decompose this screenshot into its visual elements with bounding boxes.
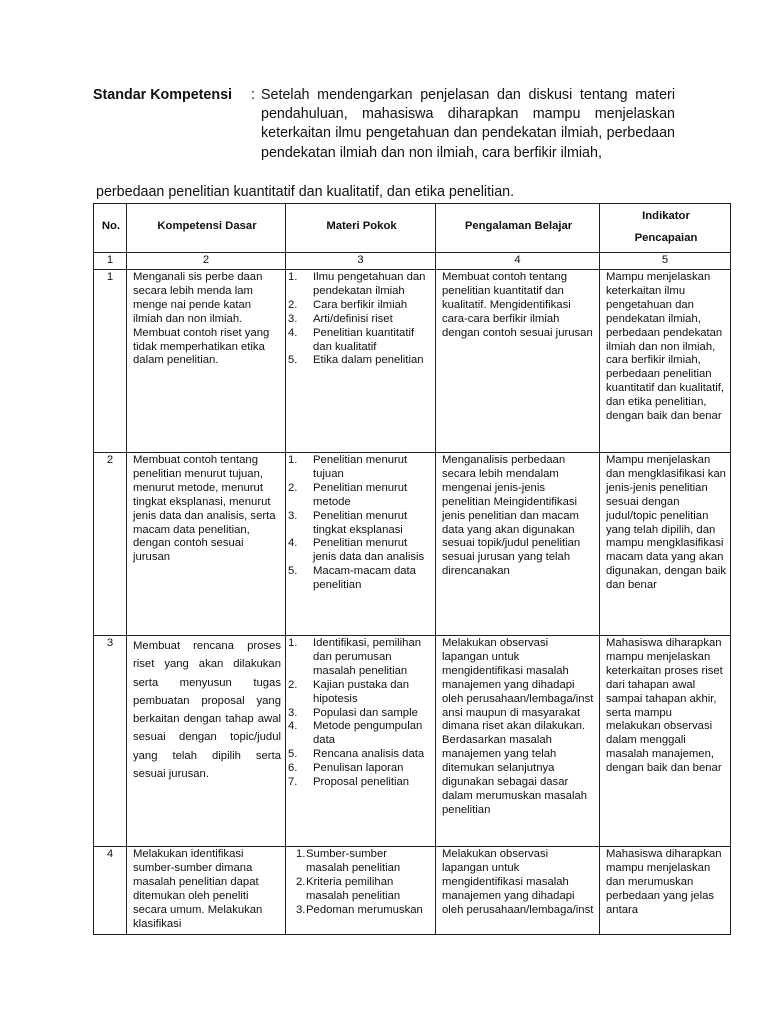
pengalaman-belajar-cell: Menganalisis perbedaan secara lebih mendalam mengenai jenis-jenis penelitian Meingidentifikasi jenis penelitian dan macam data yang akan digunakan sesuai topik/judul penelitian sesuai jurusan yang telah direncanakan [436, 453, 600, 636]
table-header-row [94, 204, 731, 253]
header-pengalaman-belajar: Pengalaman Belajar [436, 204, 600, 253]
table-row [94, 636, 731, 847]
table-row [94, 270, 731, 453]
list-item: 6. Penulisan laporan [288, 762, 404, 775]
table-row [94, 847, 731, 935]
row-number: 4 [94, 847, 127, 935]
indikator-pencapaian-cell: Mampu menjelaskan keterkaitan ilmu pengetahuan dan pendekatan ilmiah, perbedaan pendekatan ilmiah dan non ilmiah, cara berfikir ilmiah, perbedaan penelitian kuantitatif dan kualitatif, dan etika penelitian, dengan baik dan benar [600, 270, 731, 453]
list-item: 1. Ilmu pengetahuan dan pendekatan ilmiah [288, 271, 426, 297]
materi-pokok-list [288, 454, 431, 593]
list-item: 1. Penelitian menurut tujuan [288, 454, 408, 480]
materi-pokok-list [288, 271, 431, 368]
kompetensi-dasar-cell: Melakukan identifikasi sumber-sumber dimana masalah penelitian dapat ditemukan oleh peneliti secara umum. Melakukan klasifikasi [127, 847, 286, 935]
standar-kompetensi-colon: : [251, 87, 255, 103]
list-item: 1. Identifikasi, pemilihan dan perumusan masalah penelitian [288, 637, 422, 677]
standar-kompetensi-text: Setelah mendengarkan penjelasan dan diskusi tentang materi pendahuluan, mahasiswa diharapkan mampu menjelaskan keterkaitan ilmu pengetahuan dan pendekatan ilmiah, perbedaan pendekatan ilmiah dan non ilmiah, cara berfikir ilmiah, [261, 87, 675, 161]
list-item: 2. Kriteria pemilihan masalah penelitian [296, 875, 401, 902]
list-item: 4. Penelitian kuantitatif dan kualitatif [288, 326, 415, 353]
standar-kompetensi [93, 86, 675, 163]
column-number: 5 [600, 253, 731, 270]
pengalaman-belajar-cell: Membuat contoh tentang penelitian kuantitatif dan kualitatif. Mengidentifikasi cara-cara berfikir ilmiah dengan contoh sesuai jurusan [436, 270, 600, 453]
indikator-pencapaian-cell: Mahasiswa diharapkan mampu menjelaskan dan merumuskan perbedaan yang jelas antara [600, 847, 731, 935]
header-materi-pokok: Materi Pokok [286, 204, 436, 253]
header-kompetensi-dasar: Kompetensi Dasar [127, 204, 286, 253]
pengalaman-belajar-cell: Melakukan observasi lapangan untuk mengidentifikasi masalah manajemen yang dihadapi oleh perusahaan/lembaga/inst ansi maupun di masyarakat dimana riset akan dilakukan. Berdasarkan masalah manajemen yang telah ditemukan selanjutnya digunakan sebagai dasar dalam merumuskan masalah penelitian [436, 636, 600, 847]
kompetensi-dasar-cell: Membuat contoh tentang penelitian menurut tujuan, menurut metode, menurut tingkat eksplanasi, menurut jenis data dan analisis, serta macam data penelitian, dengan contoh sesuai jurusan [127, 453, 286, 636]
header-no: No. [94, 204, 127, 253]
materi-pokok-cell [286, 453, 436, 636]
row-number: 3 [94, 636, 127, 847]
list-item: 3. Penelitian menurut tingkat eksplanasi [288, 509, 408, 536]
column-number: 1 [94, 253, 127, 270]
materi-pokok-cell [286, 270, 436, 453]
column-number: 4 [436, 253, 600, 270]
materi-pokok-list [288, 637, 431, 790]
list-item: 5. Rencana analisis data [288, 748, 425, 761]
standar-kompetensi-label: Standar Kompetensi [93, 87, 233, 103]
column-number: 3 [286, 253, 436, 270]
kompetensi-dasar-cell: Menganali sis perbe daan secara lebih menda lam menge nai pende katan ilmiah dan non ilmiah. Membuat contoh riset yang tidak memperhatikan etika dalam penelitian. [127, 270, 286, 453]
header-pencapaian: Pencapaian [634, 232, 698, 244]
column-number-row [94, 253, 731, 270]
list-item: 5. Macam-macam data penelitian [288, 565, 416, 592]
standar-kompetensi-continuation: perbedaan penelitian kuantitatif dan kualitatif, dan etika penelitian. [96, 184, 515, 200]
list-item: 3. Pedoman merumuskan [296, 903, 423, 916]
list-item: 2. Cara berfikir ilmiah [288, 298, 408, 311]
list-item: 2. Kajian pustaka dan hipotesis [288, 678, 410, 705]
materi-pokok-cell [286, 847, 436, 935]
list-item: 3. Arti/definisi riset [288, 312, 393, 325]
list-item: 4. Metode pengumpulan data [288, 720, 423, 747]
table-row [94, 453, 731, 636]
list-item: 3. Populasi dan sample [288, 706, 418, 719]
list-item: 5. Etika dalam penelitian [288, 354, 424, 367]
materi-pokok-cell [286, 636, 436, 847]
indikator-pencapaian-cell: Mahasiswa diharapkan mampu menjelaskan keterkaitan proses riset dari tahapan awal sampai tahapan akhir, serta mampu melakukan observasi dalam menggali masalah manajemen, dengan baik dan benar [600, 636, 731, 847]
list-item: 4. Penelitian menurut jenis data dan analisis [288, 537, 425, 564]
header-indikator-pencapaian [600, 204, 731, 253]
materi-pokok-list [292, 848, 431, 918]
list-item: 7. Proposal penelitian [288, 776, 410, 789]
indikator-pencapaian-cell: Mampu menjelaskan dan mengklasifikasi kan jenis-jenis penelitian sesuai dengan judul/topic penelitian yang telah dipilih, dan mampu mengklasifikasi macam data yang akan digunakan, dengan baik dan benar [600, 453, 731, 636]
kompetensi-dasar-cell: Membuat rencana proses riset yang akan dilakukan serta menyusun tugas pembuatan proposal yang berkaitan dengan tahap awal sesuai dengan topic/judul yang telah dipilih serta sesuai jurusan. [127, 636, 286, 847]
kompetensi-table [93, 203, 731, 935]
list-item: 1. Sumber-sumber masalah penelitian [296, 848, 401, 874]
pengalaman-belajar-cell: Melakukan observasi lapangan untuk mengidentifikasi masalah manajemen yang dihadapi oleh perusahaan/lembaga/inst [436, 847, 600, 935]
list-item: 2. Penelitian menurut metode [288, 481, 408, 508]
row-number: 2 [94, 453, 127, 636]
row-number: 1 [94, 270, 127, 453]
column-number: 2 [127, 253, 286, 270]
header-indikator: Indikator [642, 210, 690, 222]
